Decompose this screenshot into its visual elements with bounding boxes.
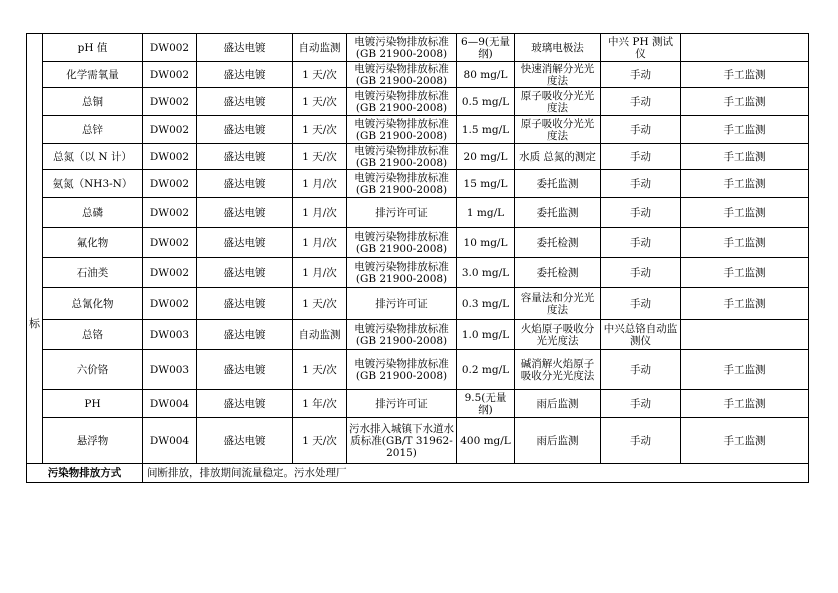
frequency-cell: 1 月/次	[293, 228, 347, 258]
frequency-cell: 1 天/次	[293, 144, 347, 170]
equipment-cell: 中兴总铬自动监测仪	[601, 320, 681, 350]
company-cell: 盛达电镀	[197, 228, 293, 258]
method-cell: 碱消解火焰原子吸收分光光度法	[515, 350, 601, 390]
equipment-cell: 手动	[601, 116, 681, 144]
company-cell: 盛达电镀	[197, 350, 293, 390]
monitoring-table	[26, 33, 809, 483]
frequency-cell: 1 月/次	[293, 170, 347, 198]
table-row	[27, 116, 809, 144]
equipment-cell: 手动	[601, 198, 681, 228]
frequency-cell: 1 天/次	[293, 116, 347, 144]
limit-cell: 1.5 mg/L	[457, 116, 515, 144]
pollutant-name-cell: 总氰化物	[43, 288, 143, 320]
company-cell: 盛达电镀	[197, 88, 293, 116]
equipment-cell: 手动	[601, 390, 681, 418]
equipment-cell: 手动	[601, 228, 681, 258]
standard-cell: 电镀污染物排放标准(GB 21900-2008)	[347, 258, 457, 288]
note-cell: 手工监测	[681, 62, 809, 88]
frequency-cell: 1 年/次	[293, 390, 347, 418]
outlet-code-cell: DW002	[143, 62, 197, 88]
standard-cell: 电镀污染物排放标准(GB 21900-2008)	[347, 320, 457, 350]
standard-cell: 电镀污染物排放标准(GB 21900-2008)	[347, 116, 457, 144]
standard-cell: 排污许可证	[347, 288, 457, 320]
equipment-cell: 手动	[601, 258, 681, 288]
table-row	[27, 350, 809, 390]
method-cell: 委托检测	[515, 258, 601, 288]
limit-cell: 6—9(无量纲)	[457, 34, 515, 62]
frequency-cell: 1 天/次	[293, 418, 347, 464]
pollutant-name-cell: 六价铬	[43, 350, 143, 390]
standard-cell: 电镀污染物排放标准(GB 21900-2008)	[347, 170, 457, 198]
frequency-cell: 1 月/次	[293, 198, 347, 228]
note-cell: 手工监测	[681, 258, 809, 288]
method-cell: 水质 总氮的测定	[515, 144, 601, 170]
limit-cell: 10 mg/L	[457, 228, 515, 258]
limit-cell: 0.5 mg/L	[457, 88, 515, 116]
section-label: 标	[27, 34, 43, 464]
table-row	[27, 170, 809, 198]
limit-cell: 80 mg/L	[457, 62, 515, 88]
table-row	[27, 198, 809, 228]
table-row	[27, 258, 809, 288]
equipment-cell: 手动	[601, 62, 681, 88]
method-cell: 委托检测	[515, 228, 601, 258]
table-row	[27, 88, 809, 116]
method-cell: 快速消解分光光度法	[515, 62, 601, 88]
outlet-code-cell: DW002	[143, 288, 197, 320]
method-cell: 委托监测	[515, 170, 601, 198]
company-cell: 盛达电镀	[197, 144, 293, 170]
outlet-code-cell: DW003	[143, 350, 197, 390]
limit-cell: 0.3 mg/L	[457, 288, 515, 320]
limit-cell: 0.2 mg/L	[457, 350, 515, 390]
limit-cell: 1 mg/L	[457, 198, 515, 228]
limit-cell: 400 mg/L	[457, 418, 515, 464]
company-cell: 盛达电镀	[197, 288, 293, 320]
standard-cell: 电镀污染物排放标准(GB 21900-2008)	[347, 228, 457, 258]
pollutant-name-cell: 总氮（以 N 计）	[43, 144, 143, 170]
table-row	[27, 390, 809, 418]
outlet-code-cell: DW002	[143, 34, 197, 62]
company-cell: 盛达电镀	[197, 116, 293, 144]
note-cell: 手工监测	[681, 170, 809, 198]
note-cell: 手工监测	[681, 198, 809, 228]
outlet-code-cell: DW002	[143, 170, 197, 198]
standard-cell: 电镀污染物排放标准(GB 21900-2008)	[347, 62, 457, 88]
equipment-cell: 手动	[601, 288, 681, 320]
limit-cell: 15 mg/L	[457, 170, 515, 198]
outlet-code-cell: DW002	[143, 258, 197, 288]
method-cell: 雨后监测	[515, 390, 601, 418]
standard-cell: 电镀污染物排放标准(GB 21900-2008)	[347, 88, 457, 116]
outlet-code-cell: DW002	[143, 116, 197, 144]
frequency-cell: 1 天/次	[293, 62, 347, 88]
note-cell: 手工监测	[681, 418, 809, 464]
note-cell: 手工监测	[681, 144, 809, 170]
pollutant-name-cell: 总锌	[43, 116, 143, 144]
pollutant-name-cell: 总磷	[43, 198, 143, 228]
note-cell: 手工监测	[681, 288, 809, 320]
frequency-cell: 1 天/次	[293, 88, 347, 116]
method-cell: 原子吸收分光光度法	[515, 88, 601, 116]
frequency-cell: 自动监测	[293, 320, 347, 350]
equipment-cell: 手动	[601, 144, 681, 170]
pollutant-name-cell: 总铜	[43, 88, 143, 116]
outlet-code-cell: DW002	[143, 228, 197, 258]
standard-cell: 电镀污染物排放标准(GB 21900-2008)	[347, 34, 457, 62]
limit-cell: 3.0 mg/L	[457, 258, 515, 288]
table-row	[27, 62, 809, 88]
company-cell: 盛达电镀	[197, 390, 293, 418]
company-cell: 盛达电镀	[197, 62, 293, 88]
note-cell: 手工监测	[681, 228, 809, 258]
table-row	[27, 34, 809, 62]
frequency-cell: 1 天/次	[293, 350, 347, 390]
outlet-code-cell: DW004	[143, 390, 197, 418]
limit-cell: 9.5(无量纲)	[457, 390, 515, 418]
frequency-cell: 1 天/次	[293, 288, 347, 320]
equipment-cell: 手动	[601, 418, 681, 464]
note-cell: 手工监测	[681, 390, 809, 418]
pollutant-name-cell: 氨氮（NH3-N）	[43, 170, 143, 198]
frequency-cell: 自动监测	[293, 34, 347, 62]
method-cell: 玻璃电极法	[515, 34, 601, 62]
footer-value: 间断排放，排放期间流量稳定。污水处理厂	[143, 464, 809, 483]
note-cell: 手工监测	[681, 116, 809, 144]
method-cell: 容量法和分光光度法	[515, 288, 601, 320]
outlet-code-cell: DW002	[143, 198, 197, 228]
note-cell	[681, 34, 809, 62]
standard-cell: 排污许可证	[347, 390, 457, 418]
footer-label: 污染物排放方式	[27, 464, 143, 483]
outlet-code-cell: DW002	[143, 144, 197, 170]
table-row	[27, 144, 809, 170]
note-cell: 手工监测	[681, 350, 809, 390]
pollutant-name-cell: 总铬	[43, 320, 143, 350]
company-cell: 盛达电镀	[197, 258, 293, 288]
table-body	[27, 34, 809, 483]
pollutant-name-cell: PH	[43, 390, 143, 418]
standard-cell: 污水排入城镇下水道水质标准(GB/T 31962-2015)	[347, 418, 457, 464]
company-cell: 盛达电镀	[197, 34, 293, 62]
note-cell	[681, 320, 809, 350]
outlet-code-cell: DW003	[143, 320, 197, 350]
limit-cell: 20 mg/L	[457, 144, 515, 170]
standard-cell: 电镀污染物排放标准(GB 21900-2008)	[347, 350, 457, 390]
equipment-cell: 手动	[601, 170, 681, 198]
method-cell: 委托监测	[515, 198, 601, 228]
method-cell: 火焰原子吸收分光光度法	[515, 320, 601, 350]
table-row	[27, 228, 809, 258]
outlet-code-cell: DW002	[143, 88, 197, 116]
company-cell: 盛达电镀	[197, 198, 293, 228]
table-row	[27, 320, 809, 350]
table-row	[27, 418, 809, 464]
company-cell: 盛达电镀	[197, 418, 293, 464]
standard-cell: 电镀污染物排放标准(GB 21900-2008)	[347, 144, 457, 170]
note-cell: 手工监测	[681, 88, 809, 116]
equipment-cell: 手动	[601, 350, 681, 390]
pollutant-name-cell: pH 值	[43, 34, 143, 62]
company-cell: 盛达电镀	[197, 320, 293, 350]
standard-cell: 排污许可证	[347, 198, 457, 228]
pollutant-name-cell: 石油类	[43, 258, 143, 288]
method-cell: 原子吸收分光光度法	[515, 116, 601, 144]
pollutant-name-cell: 悬浮物	[43, 418, 143, 464]
limit-cell: 1.0 mg/L	[457, 320, 515, 350]
frequency-cell: 1 月/次	[293, 258, 347, 288]
outlet-code-cell: DW004	[143, 418, 197, 464]
equipment-cell: 手动	[601, 88, 681, 116]
footer-row	[27, 464, 809, 483]
pollutant-name-cell: 氟化物	[43, 228, 143, 258]
company-cell: 盛达电镀	[197, 170, 293, 198]
table-row	[27, 288, 809, 320]
method-cell: 雨后监测	[515, 418, 601, 464]
pollutant-name-cell: 化学需氧量	[43, 62, 143, 88]
equipment-cell: 中兴 PH 测试仪	[601, 34, 681, 62]
